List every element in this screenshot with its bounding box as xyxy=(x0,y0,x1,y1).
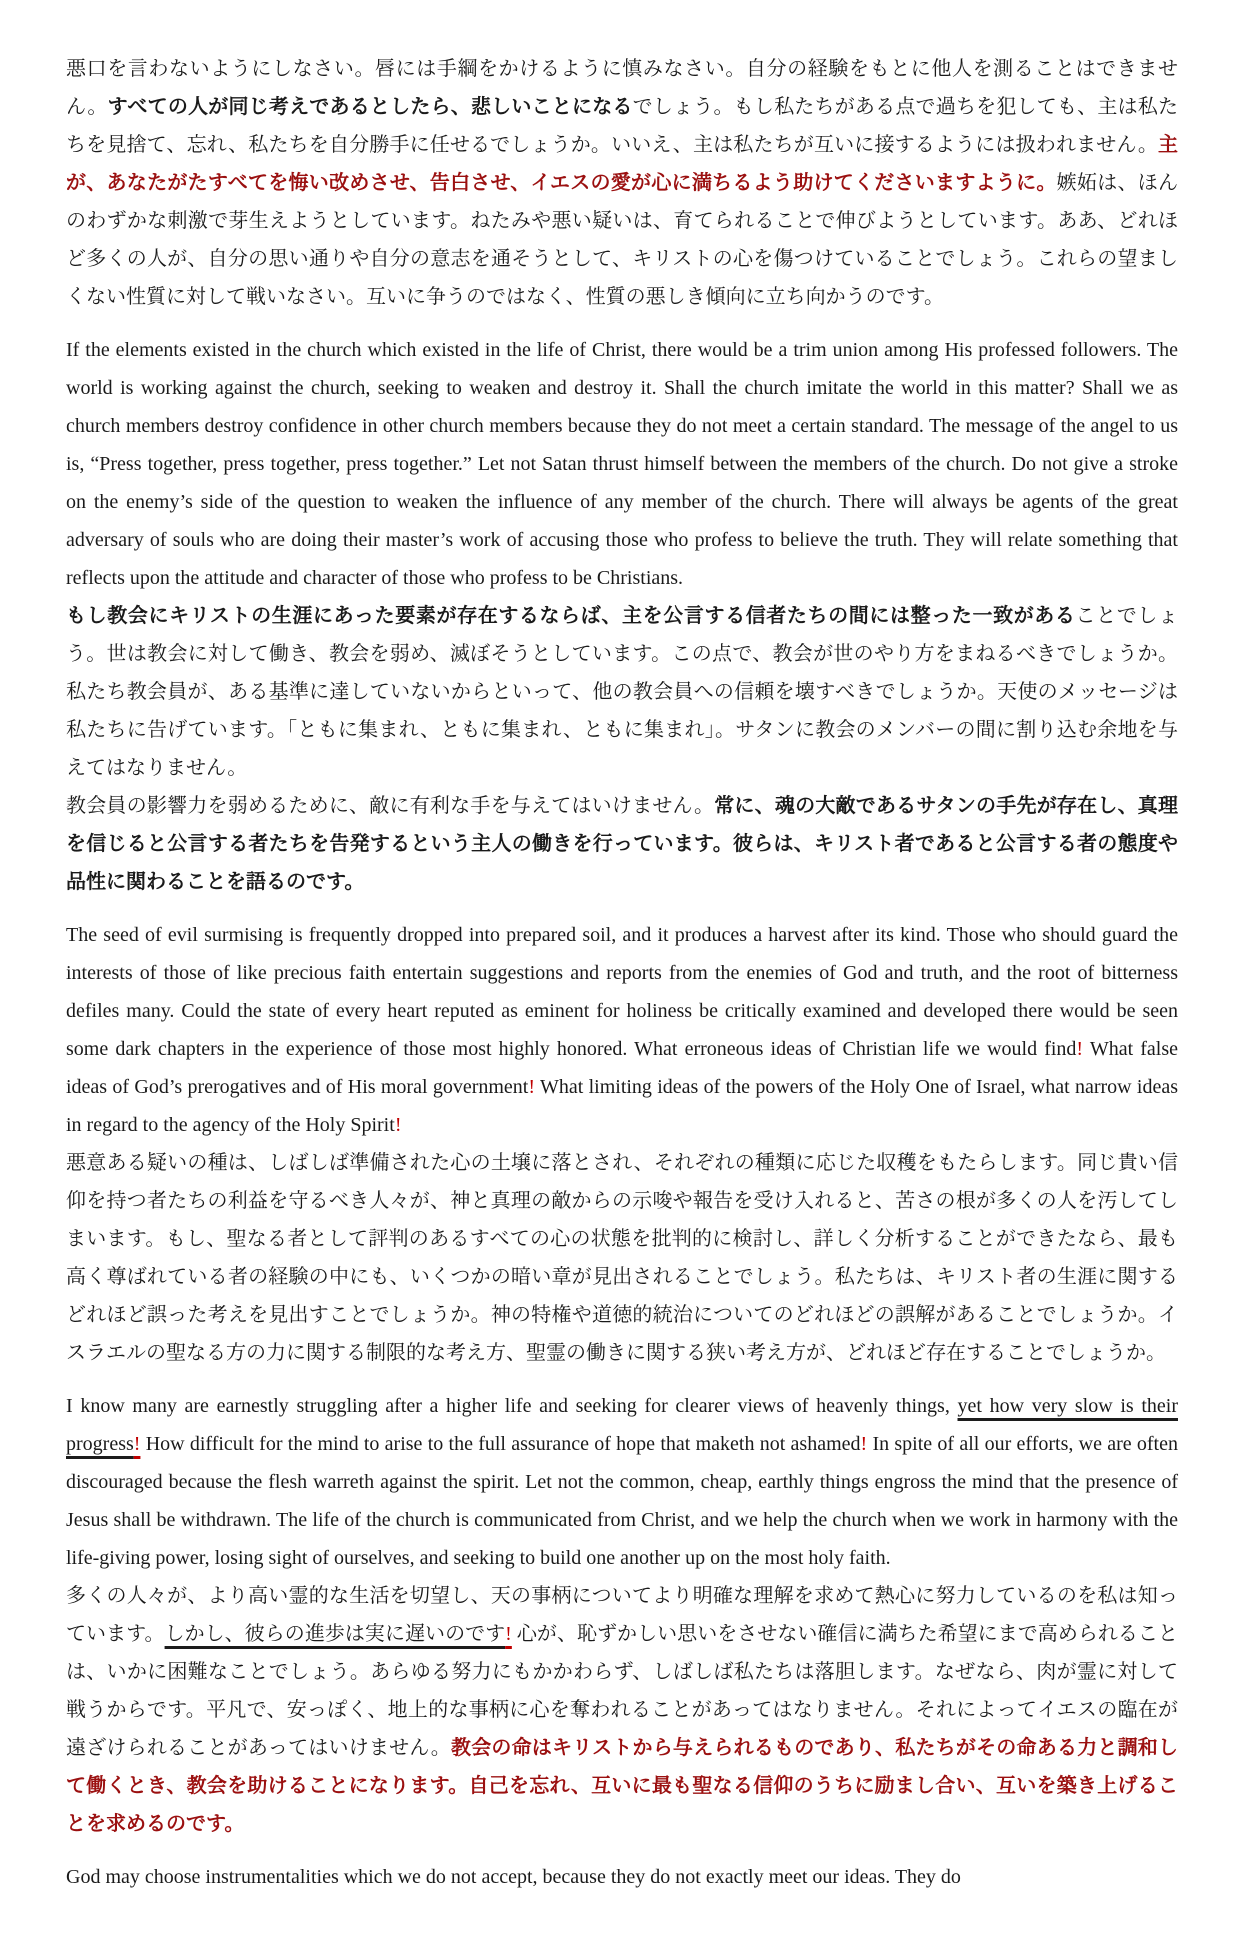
text-run-bold: もし教会にキリストの生涯にあった要素が存在するならば、主を公言する信者たちの間には整った一致がある xyxy=(66,605,1076,627)
text-run-normal: 悪意ある疑いの種は、しばしば準備された心の土壌に落とされ、それぞれの種類に応じた収穫をもたらします。同じ貴い信仰を持つ者たちの利益を守るべき人々が、神と真理の敵からの示唆や報告を受け入れると、苦さの根が多くの人を汚してしまいます。もし、聖なる者として評判のあるすべての心の状態を批判的に検討し、詳しく分析することができたなら、最も高く尊ばれている者の経験の中にも、いくつかの暗い章が見出されることでしょう。私たちは、キリスト者の生涯に関するどれほど誤った考えを見出すことでしょうか。神の特権や道徳的統治についてのどれほどの誤解があることでしょうか。イスラエルの聖なる方の力に関する制限的な考え方、聖霊の働きに関する狭い考え方が、どれほど存在することでしょうか。 xyxy=(66,1152,1178,1364)
text-run-ulred: ! xyxy=(133,1433,141,1455)
text-run-normal: What false ideas of God’s prerogatives and of His moral government xyxy=(66,1038,1179,1098)
text-run-normal: 教会員の影響力を弱めるために、敵に有利な手を与えてはいけません。 xyxy=(66,795,715,817)
paragraph-en-2 xyxy=(66,916,1178,1144)
text-run-redbold: 主が、あなたがたすべてを悔い改めさせ、告白させ、イエスの愛が心に満ちるよう助けてくださいますように。 xyxy=(66,134,1178,194)
text-run-normal: In spite of all our efforts, we are often discouraged because the flesh warreth against the spirit. Let not the common, cheap, earthly things engross the mind that the presence of Jesus shall be withdrawn. The life of the church is communicated from Christ, and we help the church when we work in harmony with the life-giving power, losing sight of ourselves, and seeking to build one another up on the most holy faith. xyxy=(66,1433,1178,1569)
text-run-normal: ことでしょう。世は教会に対して働き、教会を弱め、滅ぼそうとしています。この点で、教会が世のやり方をまねるべきでしょうか。私たち教会員が、ある基準に達していないからといって、他の教会員への信頼を壊すべきでしょうか。天使のメッセージは私たちに告げています。「ともに集まれ、ともに集まれ、ともに集まれ」。サタンに教会のメンバーの間に割り込む余地を与えてはなりません。 xyxy=(66,605,1179,779)
paragraph-jp-2 xyxy=(66,597,1178,787)
text-run-ulred: ! xyxy=(505,1623,512,1645)
text-run-bold: 常に、魂の大敵であるサタンの手先が存在し、真理を信じると公言する者たちを告発するという主人の働きを行っています。彼らは、キリスト者であると公言する者の態度や品性に関わることを語るのです。 xyxy=(66,795,1179,893)
text-run-redbold: 教会の命はキリストから与えられるものであり、私たちがその命ある力と調和して働くとき、教会を助けることになります。自己を忘れ、互いに最も聖なる信仰のうちに励まし合い、互いを築き上げることを求めるのです。 xyxy=(66,1737,1178,1835)
paragraph-en-1 xyxy=(66,331,1178,597)
paragraph-jp-1 xyxy=(66,50,1178,316)
text-run-normal: 心が、恥ずかしい思いをさせない確信に満ちた希望にまで高められることは、いかに困難なことでしょう。あらゆる努力にもかかわらず、しばしば私たちは落胆します。なぜなら、肉が霊に対して戦うからです。平凡で、安っぽく、地上的な事柄に心を奪われることがあってはなりません。それによってイエスの臨在が遠ざけられることがあってはいけません。 xyxy=(66,1623,1178,1759)
text-run-bold: すべての人が同じ考えであるとしたら、悲しいことになる xyxy=(107,96,633,118)
paragraph-jp-4 xyxy=(66,1144,1178,1372)
paragraph-en-3 xyxy=(66,1387,1178,1577)
paragraph-jp-3 xyxy=(66,787,1178,901)
text-run-red: ! xyxy=(528,1076,536,1098)
text-run-normal: If the elements existed in the church which existed in the life of Christ, there would be a trim union among His professed followers. The world is working against the church, seeking to weaken and destroy it. Shall the church imitate the world in this matter? Shall we as church members destroy confidence in other church members because they do not meet a certain standard. The message of the angel to us is, “Press together, press together, press together.” Let not Satan thrust himself between the members of the church. Do not give a stroke on the enemy’s side of the question to weaken the influence of any member of the church. There will always be agents of the great adversary of souls who are doing their master’s work of accusing those who profess to believe the truth. They will relate something that reflects upon the attitude and character of those who profess to be Christians. xyxy=(66,339,1178,589)
paragraph-jp-5 xyxy=(66,1577,1178,1843)
text-run-normal: The seed of evil surmising is frequently dropped into prepared soil, and it produces a harvest after its kind. Those who should guard the interests of those of like precious faith entertain suggestions and reports from the enemies of God and truth, and the root of bitterness defiles many. Could the state of every heart reputed as eminent for holiness be critically examined and developed there would be seen some dark chapters in the experience of those most highly honored. What erroneous ideas of Christian life we would find xyxy=(66,924,1178,1060)
text-run-red: ! xyxy=(1076,1038,1084,1060)
text-run-normal: How difficult for the mind to arise to the full assurance of hope that maketh not ashamed xyxy=(140,1433,861,1455)
text-run-red: ! xyxy=(394,1114,402,1136)
document-body xyxy=(66,50,1178,1896)
text-run-normal: 多くの人々が、より高い霊的な生活を切望し、天の事柄についてより明確な理解を求めて熱心に努力しているのを私は知っています。 xyxy=(66,1585,1178,1645)
text-run-normal: 悪口を言わないようにしなさい。唇には手綱をかけるように慎みなさい。自分の経験をもとに他人を測ることはできません。 xyxy=(66,58,1178,118)
text-run-normal: What limiting ideas of the powers of the Holy One of Israel, what narrow ideas in regard to the agency of the Holy Spirit xyxy=(66,1076,1178,1136)
text-run-red: ! xyxy=(860,1433,868,1455)
text-run-normal: でしょう。もし私たちがある点で過ちを犯しても、主は私たちを見捨て、忘れ、私たちを自分勝手に任せるでしょうか。いいえ、主は私たちが互いに接するようには扱われません。 xyxy=(66,96,1179,156)
text-run-normal: I know many are earnestly struggling after a higher life and seeking for clearer views of heavenly things, xyxy=(66,1395,958,1417)
text-run-normal: 嫉妬は、ほんのわずかな刺激で芽生えようとしています。ねたみや悪い疑いは、育てられることで伸びようとしています。ああ、どれほど多くの人が、自分の思い通りや自分の意志を通そうとして、キリストの心を傷つけていることでしょう。これらの望ましくない性質に対して戦いなさい。互いに争うのではなく、性質の悪しき傾向に立ち向かうのです。 xyxy=(66,172,1179,308)
text-run-ul: yet how very slow is their progress xyxy=(66,1395,1178,1455)
text-run-ul: しかし、彼らの進歩は実に遅いのです xyxy=(164,1623,506,1645)
paragraph-en-4 xyxy=(66,1858,1178,1896)
text-run-normal: God may choose instrumentalities which we do not accept, because they do not exactly meet our ideas. They do xyxy=(66,1866,961,1888)
